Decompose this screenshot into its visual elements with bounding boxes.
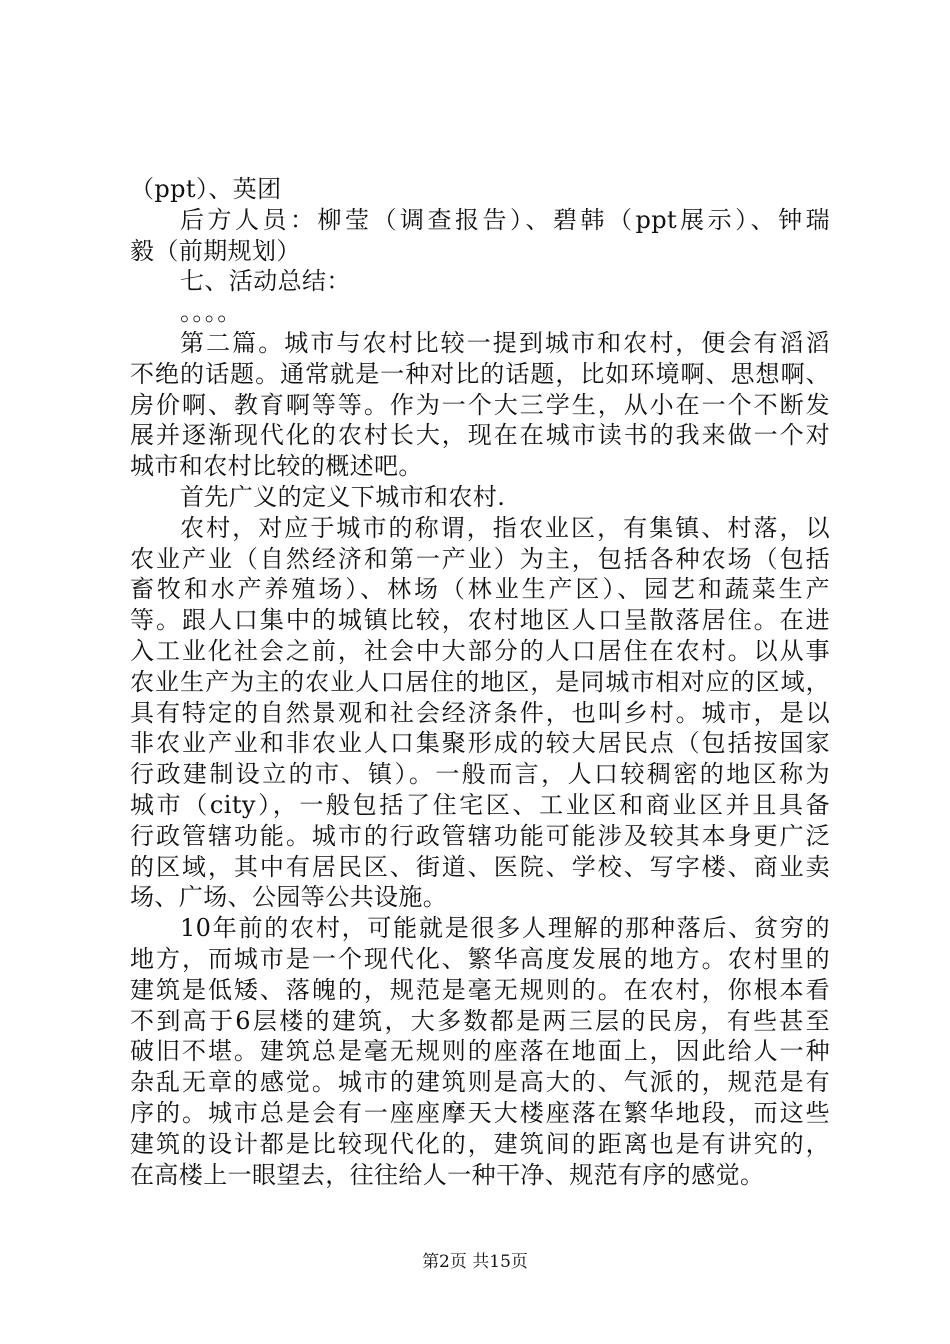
text-line: 首先广义的定义下城市和农村. xyxy=(180,482,506,511)
text-line: 不绝的话题。通常就是一种对比的话题，比如环境啊、思想啊、 xyxy=(130,359,830,388)
text-line: 行政建制设立的市、镇）。一般而言，人口较稠密的地区称为 xyxy=(130,760,830,789)
text-line: 展并逐渐现代化的农村长大，现在在城市读书的我来做一个对 xyxy=(130,421,830,450)
text-line: 农业产业（自然经济和第一产业）为主，包括各种农场（包括 xyxy=(130,544,830,573)
text-line: 10年前的农村，可能就是很多人理解的那种落后、贫穷的 xyxy=(180,914,830,943)
text-line: 第二篇。城市与农村比较一提到城市和农村，便会有滔滔 xyxy=(180,328,830,357)
text-line: 场、广场、公园等公共设施。 xyxy=(130,883,448,912)
text-line: 农业生产为主的农业人口居住的地区，是同城市相对应的区域， xyxy=(130,667,830,696)
text-line: 行政管辖功能。城市的行政管辖功能可能涉及较其本身更广泛 xyxy=(130,821,830,850)
text-line: 建筑的设计都是比较现代化的，建筑间的距离也是有讲究的， xyxy=(130,1129,830,1158)
text-line: 具有特定的自然景观和社会经济条件，也叫乡村。城市，是以 xyxy=(130,698,830,727)
page-number: 第2页 共15页 xyxy=(422,1252,528,1272)
text-line: 七、活动总结： xyxy=(180,267,351,296)
text-line: 地方，而城市是一个现代化、繁华高度发展的地方。农村里的 xyxy=(130,944,830,973)
text-line: 房价啊、教育啊等等。作为一个大三学生，从小在一个不断发 xyxy=(130,390,830,419)
text-line: 毅（前期规划） xyxy=(130,236,301,265)
text-line: 后方人员：柳莹（调查报告）、碧韩（ppt展示）、钟瑞 xyxy=(180,205,830,234)
text-line: 非农业产业和非农业人口集聚形成的较大居民点（包括按国家 xyxy=(130,729,830,758)
document-body xyxy=(130,174,830,1190)
text-line: 城市和农村比较的概述吧。 xyxy=(130,452,423,481)
text-line: （ppt）、英团 xyxy=(130,175,282,203)
text-line: 破旧不堪。建筑总是毫无规则的座落在地面上，因此给人一种 xyxy=(130,1037,830,1066)
text-line: 在高楼上一眼望去，往往给人一种干净、规范有序的感觉。 xyxy=(130,1160,765,1189)
text-line: 农村，对应于城市的称谓，指农业区，有集镇、村落，以 xyxy=(180,513,830,542)
text-line: 等。跟人口集中的城镇比较，农村地区人口呈散落居住。在进 xyxy=(130,606,830,635)
text-line: 不到高于6层楼的建筑，大多数都是两三层的民房，有些甚至 xyxy=(130,1006,830,1035)
text-line: 畜牧和水产养殖场）、林场（林业生产区）、园艺和蔬菜生产 xyxy=(130,575,830,604)
text-line: 杂乱无章的感觉。城市的建筑则是高大的、气派的，规范是有 xyxy=(130,1068,830,1097)
text-line: 。。。。 xyxy=(180,298,242,327)
text-line: 的区域，其中有居民区、街道、医院、学校、写字楼、商业卖 xyxy=(130,852,830,881)
text-line: 城市（city），一般包括了住宅区、工业区和商业区并且具备 xyxy=(130,790,830,819)
text-line: 序的。城市总是会有一座座摩天大楼座落在繁华地段，而这些 xyxy=(130,1098,830,1127)
text-line: 入工业化社会之前，社会中大部分的人口居住在农村。以从事 xyxy=(130,636,830,665)
text-line: 建筑是低矮、落魄的，规范是毫无规则的。在农村，你根本看 xyxy=(130,975,830,1004)
page-footer xyxy=(0,1247,950,1272)
